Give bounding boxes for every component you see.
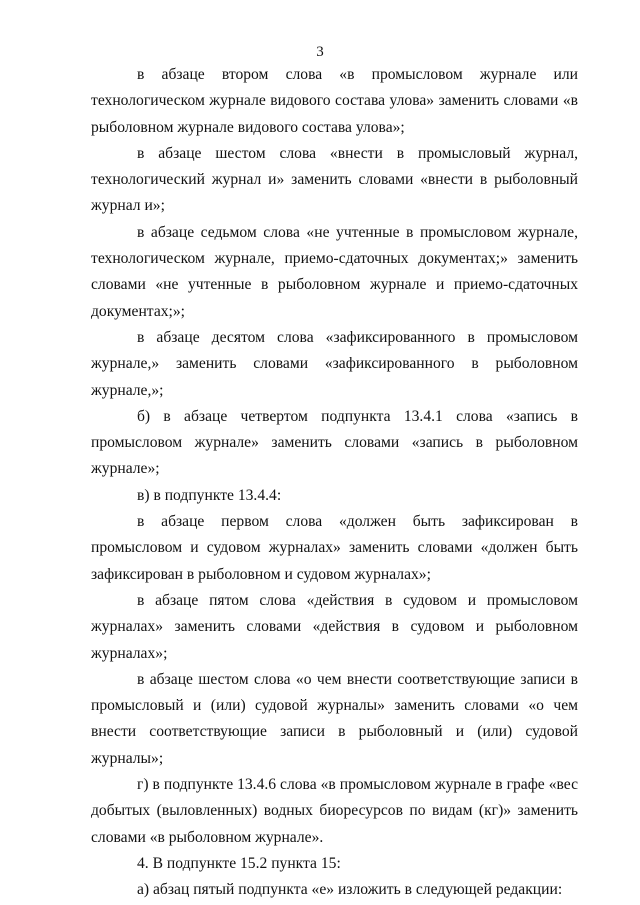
paragraph-7: в абзаце первом слова «должен быть зафиксирован в промысловом и судовом журналах» заменить словами «должен быть зафиксирован в рыболовном и судовом журналах»; xyxy=(91,513,578,583)
paragraph-2: в абзаце шестом слова «внести в промысловый журнал, технологический журнал и» заменить словами «внести в рыболовный журнал и»; xyxy=(91,144,578,215)
paragraph-4: в абзаце десятом слова «зафиксированного в промысловом журнале,» заменить словами «зафиксированного в рыболовном журнале,»; xyxy=(91,328,578,399)
page-number: 3 xyxy=(316,44,324,60)
paragraph-8: в абзаце пятом слова «действия в судовом и промысловом журналах» заменить словами «действия в судовом и рыболовном журналах»; xyxy=(91,591,578,662)
paragraph-11: 4. В подпункте 15.2 пункта 15: xyxy=(137,854,341,872)
paragraph-12: а) абзац пятый подпункта «е» изложить в следующей редакции: xyxy=(137,881,563,899)
paragraph-9: в абзаце шестом слова «о чем внести соответствующие записи в промысловый и (или) судовой журналы» заменить словами «о чем внести соответствующие записи в рыболовный и (или) судовой журналы»; xyxy=(91,670,578,767)
document-body xyxy=(91,62,578,904)
paragraph-5: б) в абзаце четвертом подпункта 13.4.1 слова «запись в промысловом журнале» заменить словами «запись в рыболовном журнале»; xyxy=(91,407,578,478)
paragraph-3: в абзаце седьмом слова «не учтенные в промысловом журнале, технологическом журнале, приемо-сдаточных документах;» заменить словами «не учтенные в рыболовном журнале и приемо-сдаточных документах;»; xyxy=(91,223,578,320)
paragraph-10: г) в подпункте 13.4.6 слова «в промысловом журнале в графе «вес добытых (выловленных) водных биоресурсов по видам (кг)» заменить словами «в рыболовном журнале». xyxy=(91,776,578,846)
paragraph-1: в абзаце втором слова «в промысловом журнале или технологическом журнале видового состава улова» заменить словами «в рыболовном журнале видового состава улова»; xyxy=(91,66,578,136)
paragraph-6: в) в подпункте 13.4.4: xyxy=(137,486,282,504)
